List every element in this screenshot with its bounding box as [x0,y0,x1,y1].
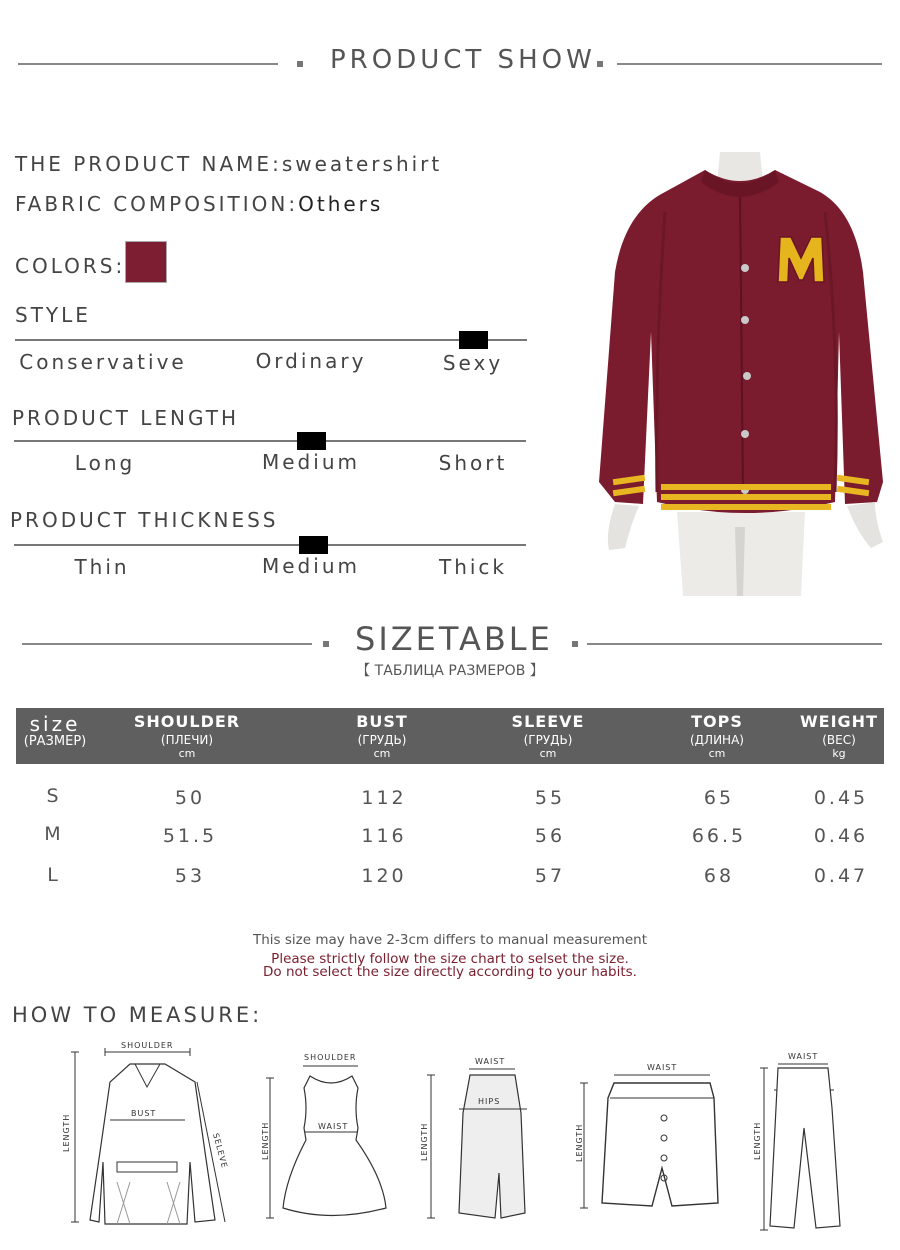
header-dot-left [297,61,303,67]
fabric-row [15,192,383,216]
col-header-tops-unit: cm [708,747,726,760]
sizetable-rule-right [587,643,882,645]
thickness-option-medium: Medium [262,554,360,578]
thickness-label: PRODUCT THICKNESS [10,508,279,532]
col-header-size [0,712,130,749]
sizetable-dot-right [572,641,578,647]
col-header-weight [764,712,900,760]
shorts-measure-diagram [572,1058,732,1213]
col-header-weight-title: WEIGHT [800,712,878,731]
header-dot-right [597,61,603,67]
thickness-option-thick: Thick [438,555,508,579]
col-header-size-title: size [29,712,81,736]
table-cell-bust: 116 [361,825,407,847]
style-scale [15,339,527,341]
skirt-length-label: LENGTH [420,1122,429,1161]
header-rule-left [18,63,278,65]
table-cell-weight: 0.47 [813,865,869,887]
thickness-scale [14,544,526,546]
col-header-weight-sub: (ВЕС) [822,733,856,747]
style-option-conservative: Conservative [19,350,187,374]
col-header-sleeve [473,712,623,760]
product-photo [595,152,885,596]
col-header-bust-title: BUST [356,712,408,731]
dress-length-label: LENGTH [261,1121,270,1160]
skirt-waist-label: WAIST [475,1057,506,1066]
shorts-length-label: LENGTH [575,1123,584,1162]
product-name-row [15,152,442,176]
table-cell-sleeve: 56 [534,825,566,847]
table-cell-weight: 0.46 [813,825,869,847]
style-label: STYLE [15,303,91,327]
jacket-shoulder-label: SHOULDER [121,1042,174,1050]
length-option-short: Short [438,451,508,475]
style-option-sexy: Sexy [442,351,504,375]
product-name-label: THE PRODUCT NAME: [15,152,282,176]
pants-length-label: LENGTH [753,1121,762,1160]
sizetable-dot-left [323,641,329,647]
col-header-shoulder-title: SHOULDER [133,712,241,731]
colors-label: COLORS: [15,254,126,278]
table-cell-sleeve: 55 [534,787,566,809]
table-cell-shoulder: 53 [174,865,206,887]
jacket-measure-diagram [55,1042,245,1227]
jacket-length-label: LENGTH [62,1113,71,1152]
col-header-shoulder-unit: cm [178,747,196,760]
col-header-weight-unit: kg [832,747,846,760]
note-follow-chart: Please strictly follow the size chart to selset the size. [271,951,629,967]
length-label: PRODUCT LENGTH [12,406,240,430]
table-cell-shoulder: 51.5 [162,825,218,847]
dress-shoulder-label: SHOULDER [304,1053,357,1062]
note-habits: Do not select the size directly according to your habits. [263,964,637,980]
jacket-bust-label: BUST [131,1109,157,1118]
col-header-bust-unit: cm [373,747,391,760]
table-cell-bust: 120 [361,865,407,887]
skirt-hips-label: HIPS [478,1097,501,1106]
col-header-bust-sub: (ГРУДЬ) [357,733,407,747]
col-header-sleeve-title: SLEEVE [511,712,585,731]
style-marker [459,331,488,349]
length-marker [297,432,326,450]
length-option-long: Long [74,451,136,475]
fabric-label: FABRIC COMPOSITION: [15,192,299,216]
sizetable-subtitle: 【 ТАБЛИЦА РАЗМЕРОВ 】 [356,663,544,679]
table-cell-tops: 68 [703,865,735,887]
table-cell-shoulder: 50 [174,787,206,809]
how-to-measure-title: HOW TO MEASURE: [12,1003,263,1027]
table-cell-size: M [44,823,64,845]
col-header-tops-sub: (ДЛИНА) [690,733,744,747]
page-title: PRODUCT SHOW [330,45,596,75]
col-header-tops-title: TOPS [691,712,743,731]
length-option-medium: Medium [262,450,360,474]
table-cell-tops: 65 [703,787,735,809]
skirt-measure-diagram [415,1053,535,1223]
pants-measure-diagram [748,1048,848,1233]
style-option-ordinary: Ordinary [255,349,367,373]
dress-waist-label: WAIST [318,1122,349,1131]
col-header-sleeve-sub: (ГРУДЬ) [523,733,573,747]
thickness-option-thin: Thin [74,555,130,579]
col-header-bust [307,712,457,760]
col-header-size-sub: (РАЗМЕР) [23,734,87,749]
jacket-sleeve-label: SELEVE [211,1132,230,1170]
col-header-shoulder [112,712,262,760]
thickness-marker [299,536,328,554]
product-name-value: sweatershirt [281,152,443,176]
sizetable-title: SIZETABLE [355,620,553,658]
dress-measure-diagram [258,1048,398,1223]
fabric-value: Others [298,192,384,216]
table-cell-size: L [47,864,61,886]
table-cell-bust: 112 [361,787,407,809]
table-cell-sleeve: 57 [534,865,566,887]
sizetable-rule-left [22,643,312,645]
note-measurement: This size may have 2-3cm differs to manual measurement [252,932,648,948]
col-header-shoulder-sub: (ПЛЕЧИ) [160,733,214,747]
col-header-sleeve-unit: cm [539,747,557,760]
color-swatch[interactable] [125,241,167,283]
pants-waist-label: WAIST [788,1052,819,1061]
shorts-waist-label: WAIST [647,1063,678,1072]
table-cell-tops: 66.5 [691,825,747,847]
table-cell-size: S [46,785,62,807]
length-scale [14,440,526,442]
header-rule-right [617,63,882,65]
table-cell-weight: 0.45 [813,787,869,809]
